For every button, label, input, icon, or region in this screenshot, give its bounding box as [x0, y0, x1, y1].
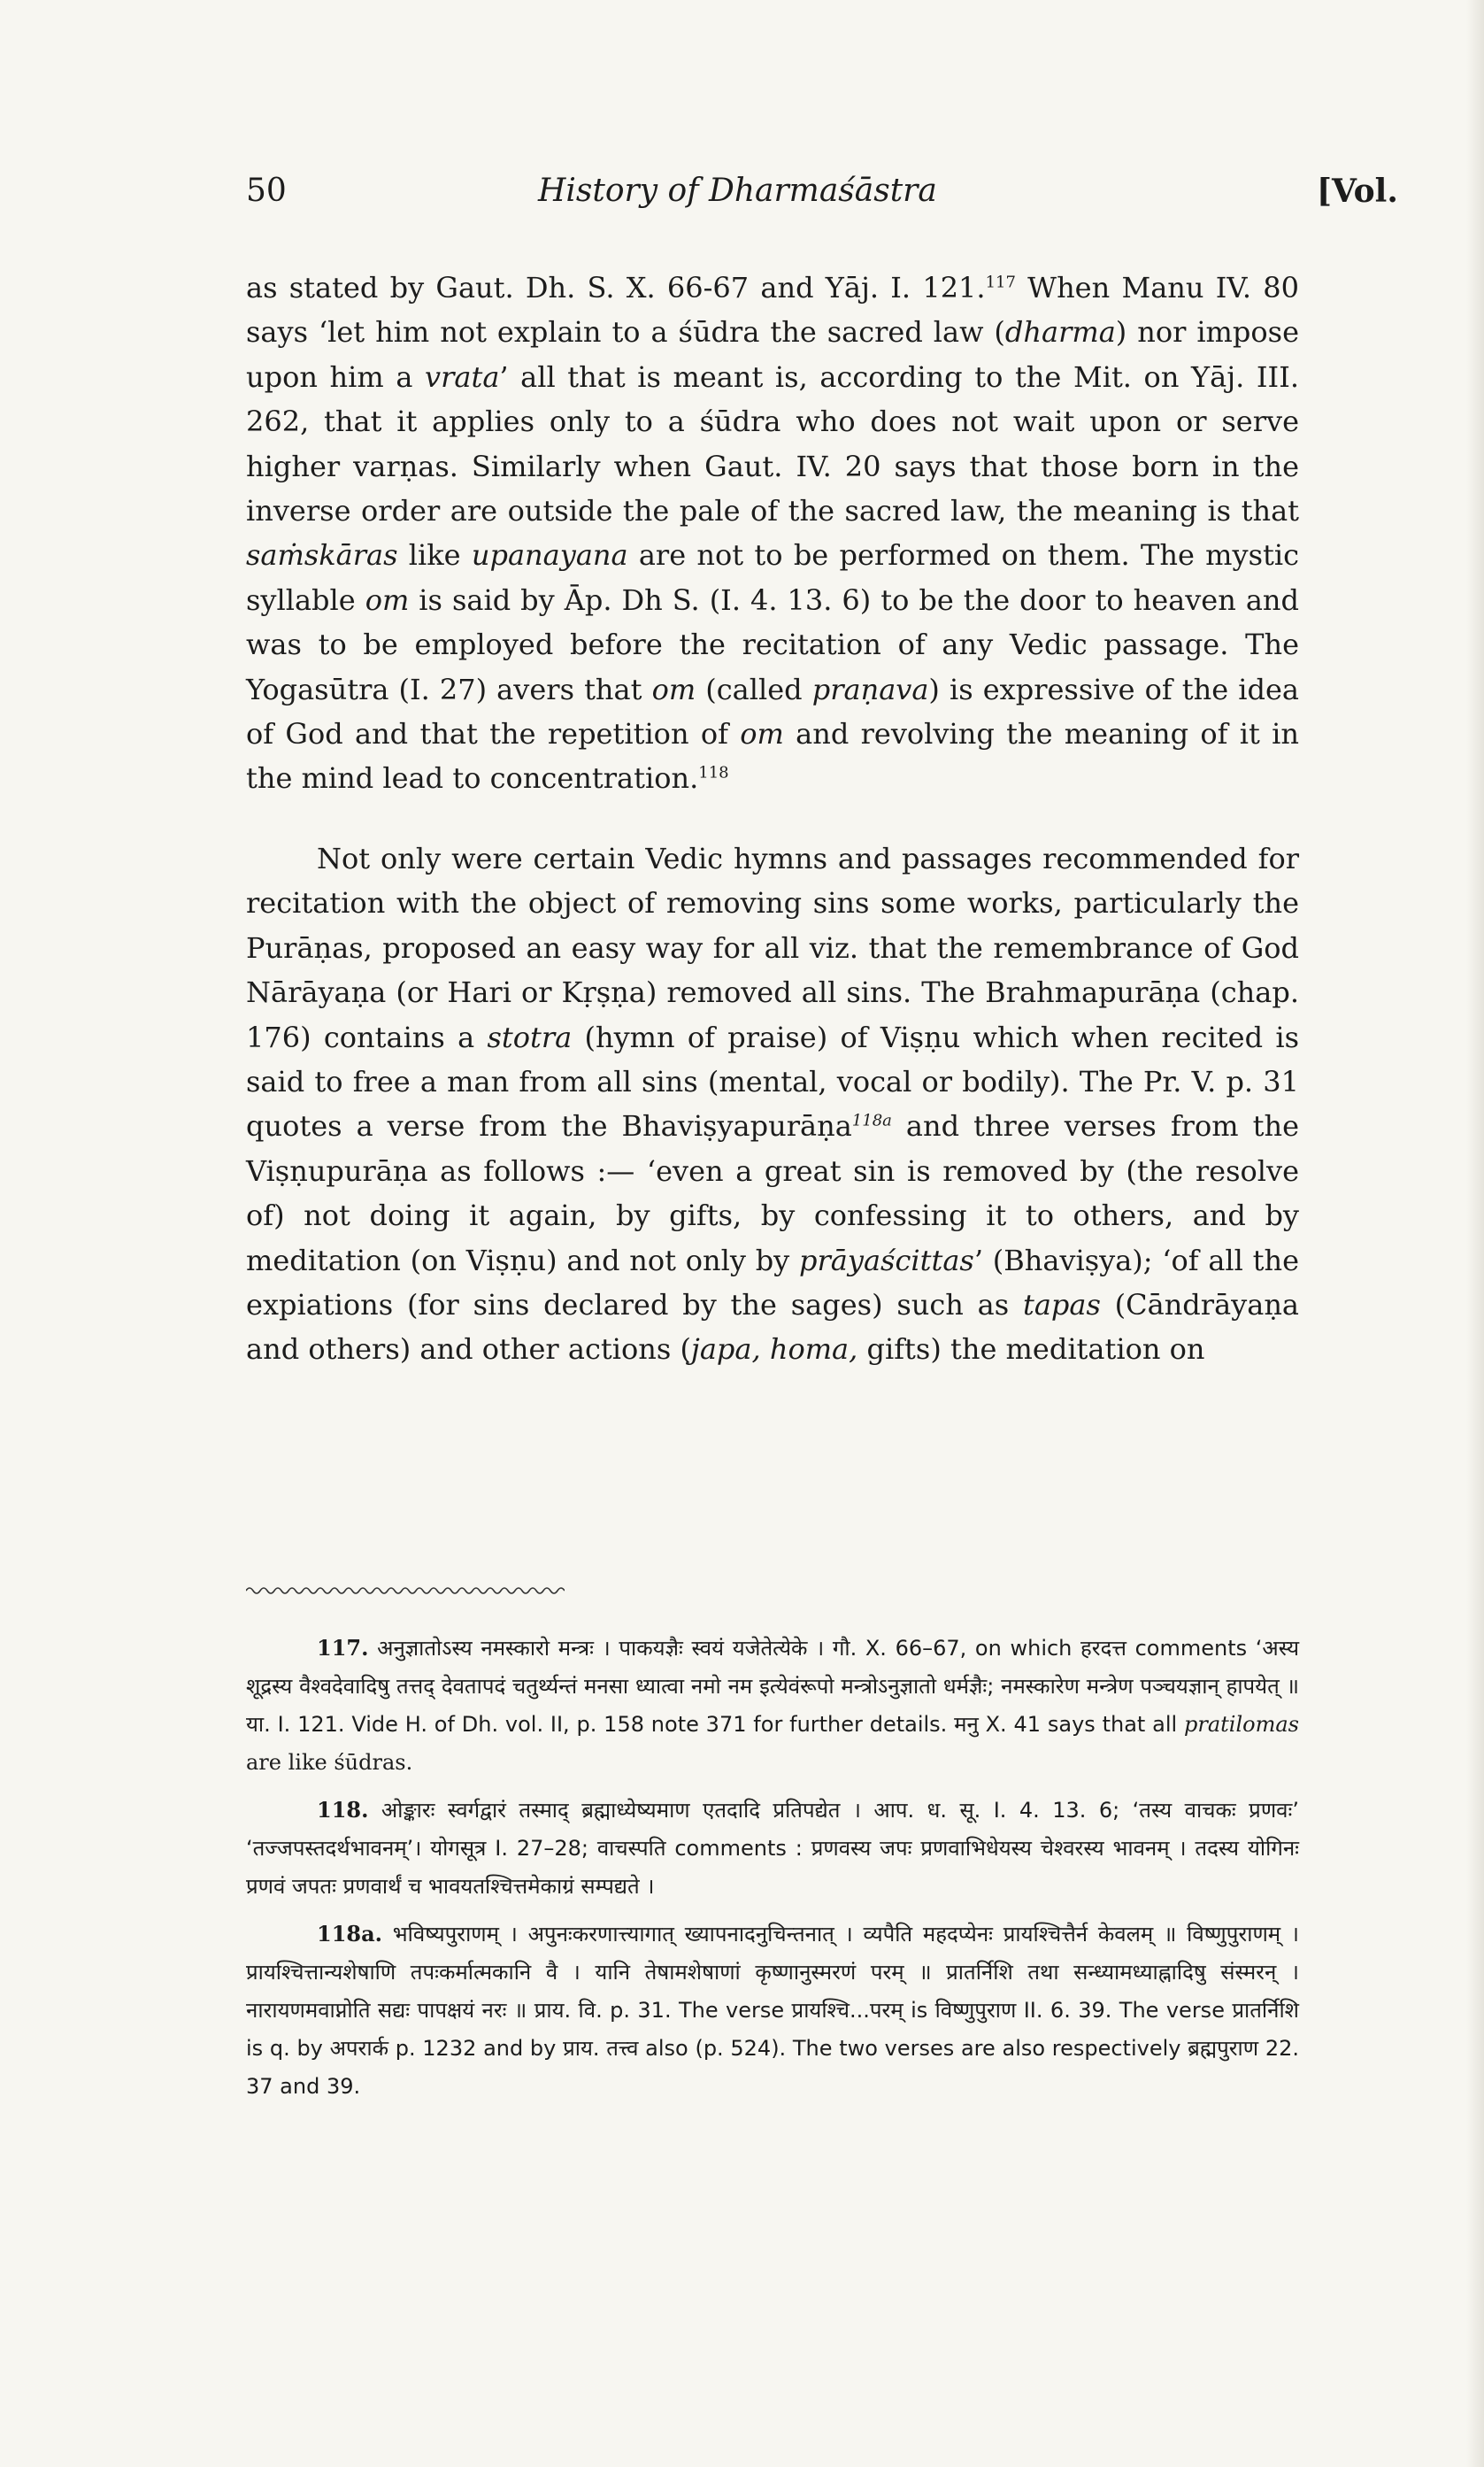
- text-run: are not to be performed on them. The mystic syllable: [246, 538, 1300, 617]
- text-run: ) is expressive of the idea of God and that the repetition of: [246, 672, 1300, 752]
- italic-term: praṇava: [811, 672, 929, 706]
- footnote-number: 117.: [317, 1635, 369, 1661]
- italic-term: om: [365, 582, 410, 617]
- footnote-text: अनुज्ञातोऽस्य नमस्कारो मन्त्रः । पाकयज्ञैः स्वयं यजेतेत्येके । गौ. X. 66–67, on which हरदत्त comments ‘अस्य शूद्रस्य वैश्वदेवादिषु तत्तद् देवतापदं चतुर्थ्यन्तं मनसा ध्यात्वा नमो नम इत्येवंरूपो मन्त्रोऽनुज्ञातो धर्मज्ञैः; नमस्कारेण मन्त्रेण पञ्चयज्ञान् हापयेत् ॥ या. I. 121. Vide H. of Dh. vol. II, p. 158 note 371 for further details. मनु X. 41 says that all: [246, 1636, 1299, 1737]
- text-run: (Cāndrāyaṇa and others) and other actions (: [246, 1287, 1300, 1367]
- footnote-text: ओङ्कारः स्वर्गद्वारं तस्माद् ब्रह्माध्येष्यमाण एतदादि प्रतिपद्येत । आप. ध. सू. I. 4. 13. 6; ‘तस्य वाचकः प्रणवः’ ‘तज्जपस्तदर्थभावनम्’। योगसूत्र I. 27–28; वाचस्पति comments : प्रणवस्य जपः प्रणवाभिधेयस्य चेश्वरस्य भावनम् । तदस्य योगिनः प्रणवं जपतः प्रणवार्थं च भावयतश्चित्तमेकाग्रं सम्पद्यते ।: [246, 1798, 1299, 1899]
- italic-term: pratilomas: [1184, 1712, 1299, 1737]
- text-run: as stated by Gaut. Dh. S. X. 66-67 and Yāj. I. 121.: [246, 271, 986, 305]
- footnote-separator: [246, 1584, 565, 1597]
- text-run: like: [397, 538, 472, 573]
- italic-term: om: [651, 672, 696, 706]
- text-run: Not only were certain Vedic hymns and passages recommended for recitation with the object of removing sins some works, particularly the Purāṇas, proposed an easy way for all viz. that the remembrance of God Nārāyaṇa (or Hari or Kṛṣṇa) removed all sins. The Brahmapurāṇa (chap. 176) contains a: [246, 841, 1299, 1054]
- footnote-117: [246, 1629, 1299, 1782]
- italic-term: saṁskāras: [246, 538, 398, 573]
- text-run: and revolving the meaning of it in the mind lead to concentration.: [246, 717, 1300, 796]
- italic-term: stotra: [487, 1020, 573, 1054]
- footnote-number: 118a.: [317, 1921, 383, 1947]
- footnote-118: [246, 1791, 1299, 1906]
- volume-label: [Vol.: [1317, 173, 1398, 210]
- italic-term: upanayana: [471, 538, 628, 573]
- text-run: (hymn of praise) of Viṣṇu which when recited is said to free a man from all sins (mental, vocal or bodily). The Pr. V. p. 31 quotes a verse from the Bhaviṣyapurāṇa: [246, 1020, 1300, 1144]
- footnote-number: 118.: [317, 1797, 369, 1823]
- text-run: is said by Āp. Dh S. (I. 4. 13. 6) to be the door to heaven and was to be employed before the recitation of any Vedic passage. The Yogasūtra (I. 27) avers that: [246, 582, 1300, 706]
- italic-term: om: [740, 717, 784, 752]
- page-edge-shadow: [1466, 0, 1484, 2467]
- running-title: History of Dharmaśāstra: [538, 173, 937, 209]
- footnote-ref-117: 117: [985, 273, 1016, 292]
- footnote-text: भविष्यपुराणम् । अपुनःकरणात्त्यागात् ख्यापनादनुचिन्तनात् । व्यपैति महदप्येनः प्रायश्चित्तैर्न केवलम् ॥ विष्णुपुराणम् । प्रायश्चित्तान्यशेषाणि तपःकर्मात्मकानि वै । यानि तेषामशेषाणां कृष्णानुस्मरणं परम् ॥ प्रातर्निशि तथा सन्ध्यामध्याह्नादिषु संस्मरन् । नारायणमवाप्नोति सद्यः पापक्षयं नरः ॥ प्राय. वि. p. 31. The verse प्रायश्चि...परम् is विष्णुपुराण II. 6. 39. The verse प्रातर्निशि is q. by अपरार्क p. 1232 and by प्राय. तत्त्व also (p. 524). The two verses are also respectively ब्रह्मपुराण 22. 37 and 39.: [246, 1922, 1299, 2099]
- italic-term: dharma: [1004, 315, 1116, 350]
- text-run: and three verses from the Viṣṇupurāṇa as follows :— ‘even a great sin is removed by (the resolve of) not doing it again, by gifts, by confessing it to others, and by meditation (on Viṣṇu) and not only by: [246, 1109, 1300, 1277]
- text-run: gifts) the meditation on: [857, 1332, 1205, 1367]
- text-run: ’ all that is meant is, according to the Mit. on Yāj. III. 262, that it applies only to a śūdra who does not wait upon or serve higher varṇas. Similarly when Gaut. IV. 20 says that those born in the inverse order are outside the pale of the sacred law, the meaning is that: [246, 359, 1300, 528]
- footnotes: [246, 1629, 1299, 2115]
- text-run: ’ (Bhaviṣya); ‘of all the expiations (for sins declared by the sages) such as: [246, 1243, 1300, 1322]
- text-run: When Manu IV. 80 says ‘let him not explain to a śūdra the sacred law (: [246, 271, 1300, 350]
- page-number: 50: [246, 173, 287, 209]
- text-run: ) nor impose upon him a: [246, 315, 1299, 394]
- main-text: [246, 266, 1299, 1372]
- page-header: [246, 173, 1467, 226]
- italic-term: japa, homa,: [690, 1332, 858, 1367]
- italic-term: tapas: [1022, 1287, 1101, 1322]
- paragraph-1: [246, 266, 1299, 801]
- italic-term: prāyaścittas: [799, 1243, 974, 1277]
- text-run: (called: [696, 672, 812, 706]
- footnote-ref-118a: 118a: [851, 1111, 892, 1130]
- footnote-118a: [246, 1915, 1299, 2106]
- footnote-text: are like śūdras.: [246, 1750, 413, 1775]
- footnote-ref-118: 118: [698, 763, 729, 783]
- italic-term: vrata: [425, 359, 500, 394]
- paragraph-2: [246, 836, 1299, 1372]
